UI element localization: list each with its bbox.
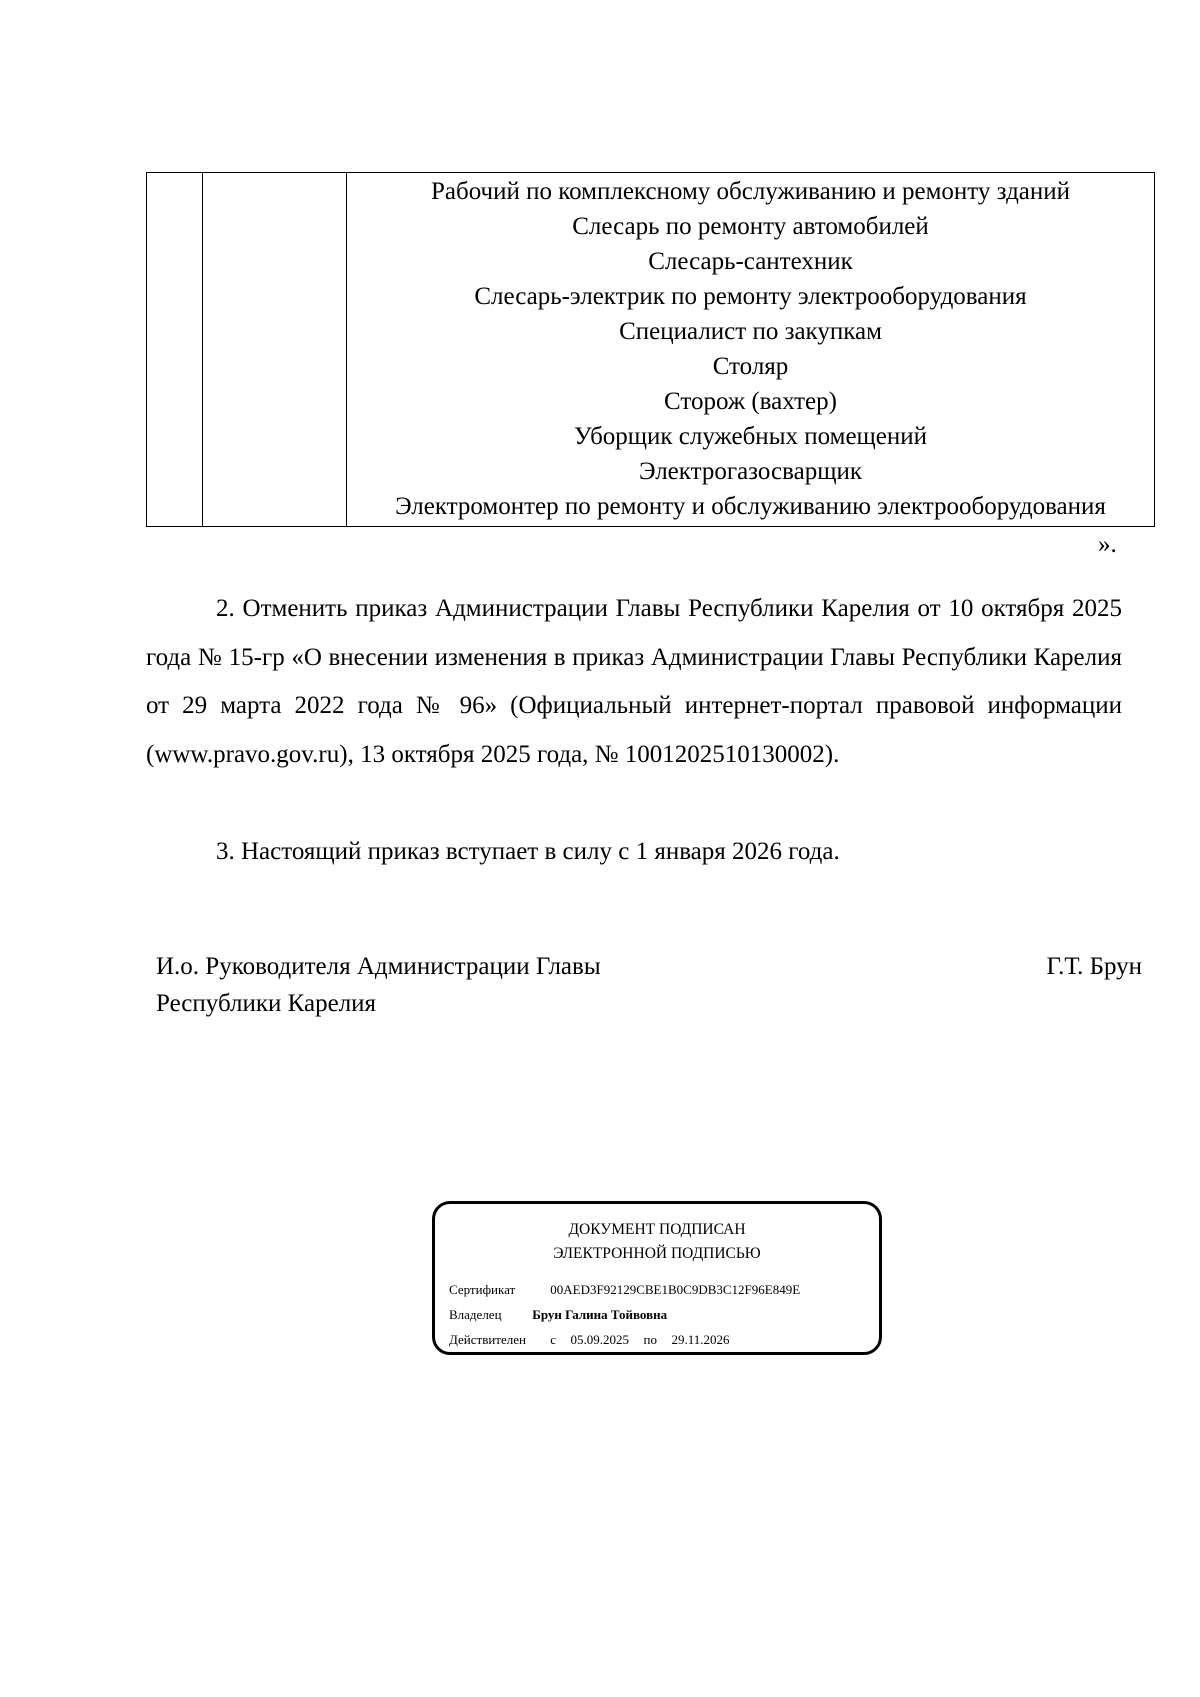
list-item: Рабочий по комплексному обслуживанию и ремонту зданий (430, 178, 1071, 205)
list-item: Слесарь-сантехник (648, 248, 853, 275)
stamp-certificate-row (449, 1281, 800, 1299)
list-item: Специалист по закупкам (619, 318, 882, 345)
signatory-role (156, 948, 601, 1022)
stamp-valid-to: 29.11.2026 (671, 1332, 730, 1347)
list-item: Слесарь по ремонту автомобилей (572, 213, 929, 240)
table-cell-positions (347, 173, 1155, 527)
closing-quote: ». (1098, 531, 1117, 558)
list-item: Уборщик служебных помещений (573, 423, 928, 450)
signatory-name: Г.Т. Брун (1046, 953, 1142, 980)
table-row (147, 173, 1155, 527)
signatory-role-line-1: И.о. Руководителя Администрации Главы (156, 953, 601, 980)
positions-list (347, 173, 1154, 526)
stamp-owner-row (449, 1306, 667, 1324)
list-item: Электромонтер по ремонту и обслуживанию электрооборудования (395, 493, 1106, 520)
paragraph-3: 3. Настоящий приказ вступает в силу с 1 января 2026 года. (216, 838, 840, 865)
e-signature-stamp (432, 1201, 882, 1355)
list-item: Слесарь-электрик по ремонту электрооборудования (474, 283, 1027, 310)
stamp-title-line-1: ДОКУМЕНТ ПОДПИСАН (568, 1221, 746, 1238)
stamp-owner-label: Владелец (449, 1307, 502, 1322)
stamp-validity-label: Действителен (449, 1332, 526, 1347)
stamp-validity-row (449, 1331, 730, 1349)
list-item: Столяр (712, 353, 789, 380)
stamp-title (435, 1218, 879, 1266)
list-item: Электрогазосварщик (639, 458, 862, 485)
stamp-certificate-label: Сертификат (449, 1282, 516, 1297)
list-item: Сторож (вахтер) (664, 388, 837, 415)
stamp-valid-to-prefix: по (643, 1332, 657, 1347)
signatory-role-line-2: Республики Карелия (156, 990, 377, 1017)
paragraph-2: 2. Отменить приказ Администрации Главы Республики Карелия от 10 октября 2025 года № 15-гр «О внесении изменения в приказ Администрации Главы Республики Карелия от 29 марта 2022 года № 96» (Официальный интернет-портал правовой информации (www.pravo.gov.ru), 13 октября 2025 года, № 1001202510130002). (146, 595, 1122, 768)
table-cell-number (147, 173, 203, 527)
table-cell-group (203, 173, 347, 527)
stamp-owner-value: Брун Галина Тойвовна (532, 1307, 668, 1322)
stamp-valid-from: 05.09.2025 (570, 1332, 630, 1347)
stamp-certificate-value: 00AED3F92129CBE1B0C9DB3C12F96E849E (550, 1282, 801, 1297)
stamp-title-line-2: ЭЛЕКТРОННОЙ ПОДПИСЬЮ (553, 1245, 761, 1262)
stamp-valid-from-prefix: с (550, 1332, 557, 1347)
positions-table (146, 172, 1155, 527)
